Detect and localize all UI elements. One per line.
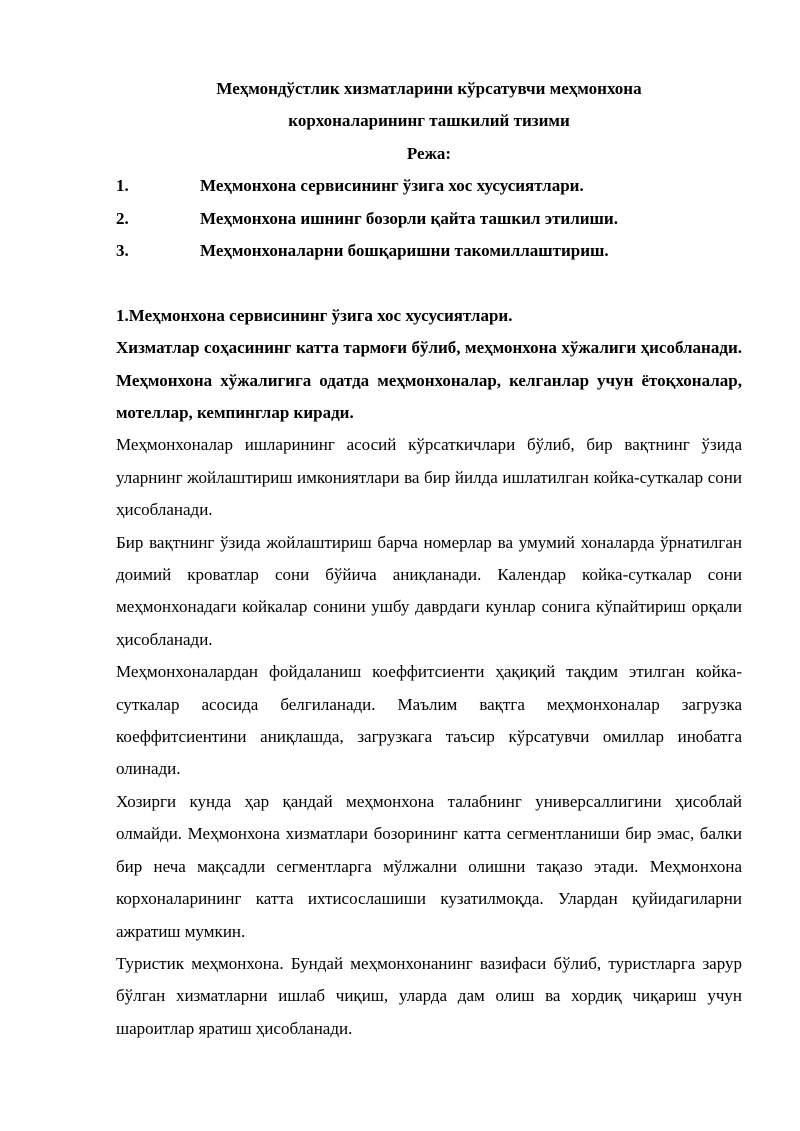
title-line-2: корхоналарининг ташкилий тизими <box>288 111 570 131</box>
title-line-1: Меҳмондўстлик хизматларини кўрсатувчи меҳмонхона <box>216 79 642 98</box>
paragraph: Туристик меҳмонхона. Бундай меҳмонхонанинг вазифаси бўлиб, туристларга зарур бўлган хизматларни ишлаб чиқиш, уларда дам олиш ва хордиқ чиқариш учун шароитлар яратиш ҳисобланади. <box>116 953 742 1038</box>
plan-item-number: 1. <box>116 176 129 196</box>
paragraph: Хозирги кунда ҳар қандай меҳмонхона талабнинг универсаллигини ҳисоблай олмайди. Меҳмонхона хизматлари бозорининг катта сегментланиши бир эмас, балки бир неча мақсадли сегментларга мўлжални олишни тақазо этади. Меҳмонхона корхоналарининг катта ихтисослашиши кузатилмоқда. Улардан қуйидагиларни ажратиш мумкин. <box>116 791 742 941</box>
plan-item-3 <box>116 235 742 267</box>
document-title <box>116 73 742 138</box>
plan-list <box>116 170 742 267</box>
plan-item-1 <box>116 170 742 202</box>
plan-item-2 <box>116 203 742 235</box>
paragraph: Бир вақтнинг ўзида жойлаштириш барча номерлар ва умумий хоналарда ўрнатилган доимий кроватлар сони бўйича аниқланади. Календар койка-суткалар сони меҳмонхонадаги койкалар сонини ушбу даврдаги кунлар сонига кўпайтириш орқали ҳисобланади. <box>116 532 742 649</box>
plan-heading: Режа: <box>406 143 452 163</box>
plan-item-number: 3. <box>116 241 129 260</box>
paragraph-intro: Хизматлар соҳасининг катта тармоғи бўлиб, меҳмонхона хўжалиги ҳисобланади. Меҳмонхона хўжалигига одатда меҳмонхоналар, келганлар учун ётоқхоналар, мотеллар, кемпинглар киради. <box>116 338 742 422</box>
plan-item-number: 2. <box>116 208 129 228</box>
paragraph: Меҳмонхоналар ишларининг асосий кўрсаткичлари бўлиб, бир вақтнинг ўзида уларнинг жойлаштириш имкониятлари ва бир йилда ишлатилган койка-суткалар сони ҳисобланади. <box>116 435 742 520</box>
plan-item-text: Меҳмонхона сервисининг ўзига хос хусусиятлари. <box>200 176 584 196</box>
document-page <box>116 73 742 1045</box>
plan-item-text: Меҳмонхона ишнинг бозорли қайта ташкил этилиши. <box>200 208 618 228</box>
section-heading: 1.Меҳмонхона сервисининг ўзига хос хусусиятлари. <box>116 305 513 325</box>
paragraph: Меҳмонхоналардан фойдаланиш коеффитсиенти ҳақиқий тақдим этилган койка-суткалар асосида белгиланади. Маълим вақтга меҳмонхоналар загрузка коеффитсиентини аниқлашда, загрузкага таъсир кўрсатувчи омиллар инобатга олинади. <box>116 662 742 779</box>
blank-line <box>116 267 742 299</box>
plan-item-text: Меҳмонхоналарни бошқаришни такомиллаштириш. <box>200 241 609 260</box>
